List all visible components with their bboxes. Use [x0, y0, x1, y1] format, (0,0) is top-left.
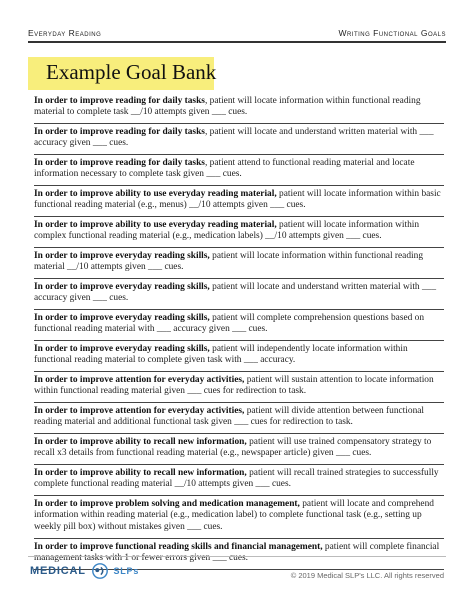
goal-item: [34, 467, 444, 496]
goal-item: [34, 250, 444, 279]
goal-item: [34, 374, 444, 403]
logo-mark-icon: [91, 562, 109, 580]
goal-lead: In order to improve functional reading skills and financial management,: [34, 541, 323, 552]
goal-text: patient will sustain attention to locate information within functional reading material given ___ cues for redirection to task.: [34, 375, 434, 397]
goal-lead: In order to improve reading for daily tasks: [34, 96, 205, 106]
goal-text: patient will recall trained strategies to successfully complete functional reading material __/10 attempts given ___ cues.: [34, 468, 439, 490]
goal-item: [34, 343, 444, 372]
goal-lead: In order to improve ability to recall new information,: [34, 468, 247, 478]
goal-text: patient will locate information within functional reading material __/10 attempts given ___ cues.: [34, 251, 424, 273]
goal-text: patient will complete financial management tasks with 1 or fewer errors given ___ cues.: [34, 541, 440, 563]
goal-item: [34, 157, 444, 186]
goal-item: [34, 126, 444, 155]
goal-item: [34, 95, 444, 124]
page-title: Example Goal Bank: [46, 60, 217, 84]
goal-text: , patient will locate and understand written material with ___ accuracy given ___ cues.: [34, 127, 434, 149]
goal-item: [34, 405, 444, 434]
header-section-title: Everyday Reading: [28, 28, 102, 38]
logo-text-left: MEDICAL: [30, 565, 86, 577]
goal-text: , patient will locate information within functional reading material to complete task __/10 attempts given ___ cues.: [34, 96, 421, 118]
goal-lead: In order to improve ability to recall new information,: [34, 437, 247, 447]
goal-lead: In order to improve attention for everyday activities,: [34, 406, 245, 416]
goal-lead: In order to improve reading for daily tasks: [34, 158, 205, 168]
header-document-title: Writing Functional Goals: [338, 28, 446, 38]
goal-lead: In order to improve ability to use everyday reading material,: [34, 220, 277, 230]
goal-text: , patient attend to functional reading material and locate information necessary to complete task given ___ cues.: [34, 158, 415, 180]
goal-text: patient will locate and comprehend information within reading material (e.g., medication label) to complete functional task (e.g., setting up weekly pill box) without mistakes given ___ cues.: [34, 499, 434, 532]
goal-lead: In order to improve everyday reading skills,: [34, 251, 210, 261]
goal-text: patient will use trained compensatory strategy to recall x3 details from functional reading material (e.g., newspaper article) given ___ cues.: [34, 437, 432, 459]
goal-lead: In order to improve problem solving and medication management,: [34, 499, 300, 509]
goal-item: [34, 436, 444, 465]
goal-item: [34, 281, 444, 310]
goal-text: patient will independently locate information within functional reading material to complete given task with ___ accuracy.: [34, 344, 408, 366]
goal-item: [34, 188, 444, 217]
goal-item: [34, 219, 444, 248]
logo-text-right: SLPs: [113, 566, 140, 576]
goal-item: [34, 498, 444, 539]
logo: [30, 562, 139, 584]
goal-text: patient will divide attention between functional reading material and additional functional task given ___ cues for redirection to task.: [34, 406, 425, 428]
goal-item: [34, 312, 444, 341]
goal-lead: In order to improve everyday reading skills,: [34, 282, 210, 292]
header-divider: [28, 41, 446, 43]
page-header: [28, 24, 446, 40]
goal-text: patient will locate information within complex functional reading material (e.g., medication labels) __/10 attempts given ___ cues.: [34, 220, 420, 242]
goal-text: patient will complete comprehension questions based on functional reading material with ___ accuracy given ___ cues.: [34, 313, 425, 335]
goal-text: patient will locate and understand written material with ___ accuracy given ___ cues.: [34, 282, 437, 304]
goal-lead: In order to improve everyday reading skills,: [34, 313, 210, 323]
goal-lead: In order to improve ability to use everyday reading material,: [34, 189, 277, 199]
goal-text: patient will locate information within basic functional reading material (e.g., menus) __/10 attempts given ___ cues.: [34, 189, 441, 211]
footer-divider: [28, 556, 446, 557]
goal-lead: In order to improve attention for everyday activities,: [34, 375, 245, 385]
goal-lead: In order to improve everyday reading skills,: [34, 344, 210, 354]
goal-list: [34, 95, 444, 572]
copyright-notice: © 2019 Medical SLP's LLC. All rights reserved: [290, 571, 444, 580]
goal-lead: In order to improve reading for daily tasks: [34, 127, 205, 137]
